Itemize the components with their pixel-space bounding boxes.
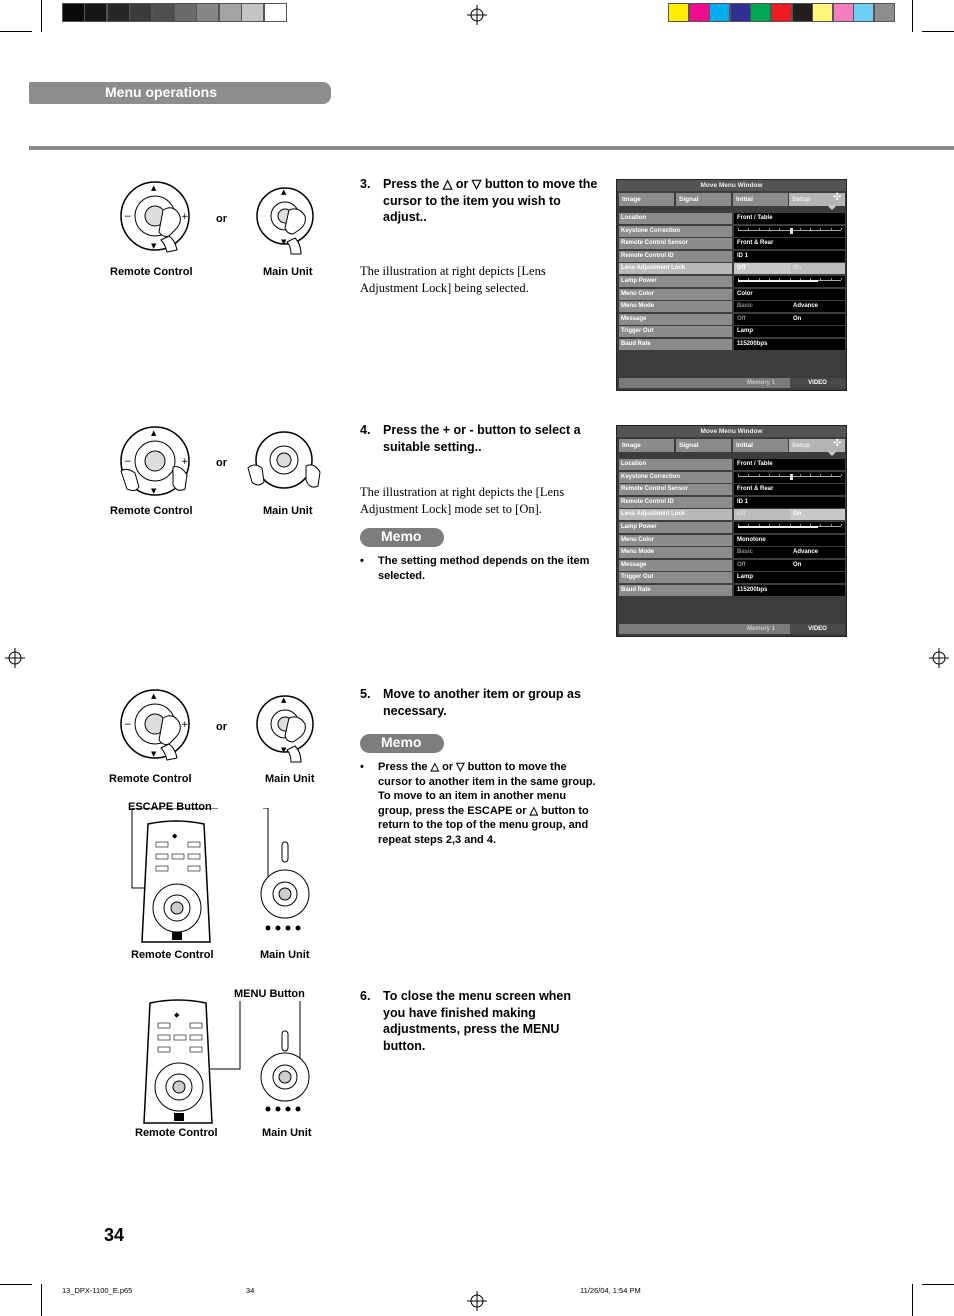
slider-knob	[790, 474, 793, 480]
svg-text:◆: ◆	[174, 1011, 180, 1019]
slider-tick	[820, 228, 821, 230]
option-left: Off	[734, 263, 790, 274]
slider-tick	[779, 228, 780, 230]
caption-remote-control: Remote Control	[135, 1127, 218, 1139]
slider-tick	[841, 278, 842, 280]
menu-row-label: Remote Control ID	[619, 251, 732, 262]
menu-row	[619, 585, 845, 596]
step-number: 4.	[360, 423, 371, 437]
remote-control-dial-illustration	[117, 180, 197, 258]
svg-text:◆: ◆	[172, 832, 178, 840]
menu-row-label: Menu Color	[619, 535, 732, 546]
step-heading: Press the + or - button to select a suitable setting..	[383, 423, 581, 454]
gray-swatch	[241, 3, 264, 22]
option-left: Basic	[737, 549, 754, 556]
option-right: On	[790, 509, 845, 520]
menu-button-illustration	[130, 995, 330, 1127]
menu-row	[619, 472, 845, 483]
slider-tick	[820, 524, 821, 526]
option-left: Off	[734, 509, 790, 520]
svg-text:▲: ▲	[151, 692, 157, 700]
color-swatch	[853, 3, 874, 22]
step-heading: Press the △ or ▽ button to move the cursor to the item you wish to adjust..	[383, 177, 598, 224]
caption-remote-control: Remote Control	[110, 505, 193, 517]
menu-row-label: Trigger Out	[619, 572, 732, 583]
menu-row-label: Lamp Power	[619, 276, 732, 287]
color-swatch	[689, 3, 710, 22]
menu-tab: Image	[619, 193, 674, 206]
memo-badge	[360, 734, 444, 753]
menu-row-label: Baud Rate	[619, 339, 732, 350]
menu-row	[619, 314, 845, 325]
main-unit-dial-illustration	[244, 428, 328, 496]
or-text: or	[216, 213, 227, 225]
menu-row	[619, 522, 845, 533]
menu-row-slider	[734, 522, 845, 533]
svg-text:−: −	[124, 720, 132, 730]
menu-row-value: 115200bps	[734, 339, 845, 350]
menu-row	[619, 547, 845, 558]
gray-swatch	[152, 3, 175, 22]
menu-row-label: Lens Adjustment Lock	[619, 509, 732, 520]
menu-button-callout: MENU Button	[234, 988, 305, 1000]
menu-row-label: Location	[619, 213, 732, 224]
menu-row	[619, 326, 845, 337]
menu-row-value: Color	[734, 289, 845, 300]
slider-tick	[820, 278, 821, 280]
color-swatch	[750, 3, 771, 22]
menu-row-label: Message	[619, 314, 732, 325]
slider-tick	[810, 474, 811, 476]
slider-tick	[759, 228, 760, 230]
registration-mark-top	[467, 5, 487, 25]
menu-row-label: Trigger Out	[619, 326, 732, 337]
slider-fill	[738, 280, 818, 282]
color-swatch	[668, 3, 689, 22]
menu-row	[619, 263, 845, 274]
menu-window-title: Move Menu Window	[617, 426, 846, 437]
memo-text: The setting method depends on the item selected.	[378, 555, 590, 582]
step-heading: To close the menu screen when you have finished making adjustments, press the MENU button.	[383, 989, 572, 1053]
menu-row-value: Monotone	[734, 535, 845, 546]
menu-row-label: Lamp Power	[619, 522, 732, 533]
svg-text:▼: ▼	[151, 487, 157, 495]
escape-button-callout: ESCAPE Button	[128, 801, 212, 813]
menu-row	[619, 459, 845, 470]
menu-window-title: Move Menu Window	[617, 180, 846, 191]
menu-tab: Signal	[676, 193, 731, 206]
slider-tick	[748, 228, 749, 230]
menu-row	[619, 213, 845, 224]
slider-tick	[831, 474, 832, 476]
registration-mark-right	[929, 648, 949, 668]
memo-text: Press the △ or ▽ button to move the cursor to another item in the same group. To move to an item in another menu group, press the ESCAPE or △ button to return to the top of the menu group, and repeat steps 2,3 and 4.	[378, 761, 596, 846]
svg-text:+: +	[181, 720, 189, 730]
gray-swatch	[219, 3, 242, 22]
menu-row-options	[734, 547, 845, 558]
gray-swatch	[196, 3, 219, 22]
remote-control-dial-illustration	[117, 688, 197, 766]
menu-row-value: 115200bps	[734, 585, 845, 596]
slider-tick	[769, 474, 770, 476]
svg-text:−: −	[124, 212, 132, 222]
menu-row-value: Lamp	[734, 326, 845, 337]
slider-tick	[800, 228, 801, 230]
menu-row-value: Lamp	[734, 572, 845, 583]
input-source-label: VIDEO	[790, 624, 845, 634]
menu-row-value: ID 1	[734, 251, 845, 262]
menu-row	[619, 509, 845, 520]
memo-label: Memo	[381, 528, 422, 544]
option-left: Off	[737, 315, 746, 322]
caption-remote-control: Remote Control	[109, 773, 192, 785]
memory-label: Memory 1	[747, 380, 776, 386]
svg-text:▲: ▲	[281, 188, 287, 196]
menu-row-label: Location	[619, 459, 732, 470]
main-unit-dial-illustration	[253, 692, 319, 768]
slider-tick	[841, 228, 842, 230]
svg-text:▼: ▼	[151, 750, 157, 758]
step-number: 3.	[360, 177, 371, 191]
footer-page: 34	[246, 1286, 255, 1295]
step-body: The illustration at right depicts the [Lens Adjustment Lock] mode set to [On].	[360, 485, 565, 516]
menu-row	[619, 484, 845, 495]
svg-text:−: −	[124, 457, 132, 467]
color-swatch	[771, 3, 792, 22]
memo-badge	[360, 528, 444, 547]
menu-row-label: Menu Mode	[619, 547, 732, 558]
slider-tick	[820, 474, 821, 476]
slider-tick	[779, 474, 780, 476]
option-right: Advance	[793, 549, 819, 556]
slider-tick	[831, 278, 832, 280]
menu-row-label: Keystone Correction	[619, 472, 732, 483]
slider-tick	[748, 474, 749, 476]
bullet-dot: •	[360, 761, 364, 773]
menu-row	[619, 535, 845, 546]
menu-tab: Initial	[733, 439, 788, 452]
slider-fill	[738, 526, 818, 528]
svg-text:▼: ▼	[281, 746, 287, 754]
option-right: On	[790, 263, 845, 274]
caption-remote-control: Remote Control	[110, 266, 193, 278]
caption-main-unit: Main Unit	[265, 773, 315, 785]
menu-row-value: ID 1	[734, 497, 845, 508]
or-text: or	[216, 721, 227, 733]
menu-tab: Signal	[676, 439, 731, 452]
menu-row-options	[734, 509, 845, 520]
slider-tick	[769, 228, 770, 230]
step-number: 6.	[360, 989, 371, 1003]
main-unit-dial-illustration	[253, 184, 319, 260]
menu-row-options	[734, 314, 845, 325]
gray-swatch	[174, 3, 197, 22]
color-swatch	[812, 3, 833, 22]
menu-row	[619, 497, 845, 508]
menu-row	[619, 276, 845, 287]
slider-tick	[800, 474, 801, 476]
menu-row-label: Baud Rate	[619, 585, 732, 596]
menu-row-slider	[734, 472, 845, 483]
menu-tab: Image	[619, 439, 674, 452]
slider-tick	[831, 228, 832, 230]
option-left: Basic	[737, 303, 754, 310]
page-number: 34	[104, 1225, 125, 1245]
menu-tab: Setup	[789, 193, 845, 206]
color-swatch	[792, 3, 813, 22]
menu-window-footer	[619, 378, 845, 388]
svg-text:▼: ▼	[281, 238, 287, 246]
svg-text:▲: ▲	[151, 184, 157, 192]
section-rule	[29, 146, 954, 150]
caption-main-unit: Main Unit	[262, 1127, 312, 1139]
menu-row-slider	[734, 276, 845, 287]
menu-row	[619, 572, 845, 583]
escape-button-illustration	[128, 808, 328, 946]
menu-row-label: Menu Mode	[619, 301, 732, 312]
menu-row-options	[734, 263, 845, 274]
step-heading: Move to another item or group as necessary.	[383, 687, 581, 718]
menu-row-value: Front / Table	[734, 213, 845, 224]
footer-date: 11/26/04, 1:54 PM	[580, 1286, 641, 1295]
remote-control-dial-illustration	[117, 425, 197, 503]
caption-main-unit: Main Unit	[263, 505, 313, 517]
menu-row-label: Remote Control ID	[619, 497, 732, 508]
caption-main-unit: Main Unit	[263, 266, 313, 278]
move-cursor-icon: ✣	[833, 192, 842, 203]
menu-row-options	[734, 560, 845, 571]
svg-text:▲: ▲	[281, 696, 287, 704]
option-right: Advance	[793, 303, 819, 310]
slider-tick	[841, 474, 842, 476]
registration-mark-left	[5, 648, 25, 668]
menu-row	[619, 251, 845, 262]
slider-tick	[841, 524, 842, 526]
slider-tick	[738, 228, 739, 230]
color-swatch	[709, 3, 730, 22]
menu-row	[619, 238, 845, 249]
setup-tab-pointer-icon	[828, 206, 836, 210]
section-title: Menu operations	[105, 84, 218, 100]
memory-label: Memory 1	[747, 626, 776, 632]
menu-row	[619, 301, 845, 312]
gray-swatch	[62, 3, 85, 22]
registration-mark-bottom	[467, 1291, 487, 1311]
step-body: The illustration at right depicts [Lens Adjustment Lock] being selected.	[360, 264, 546, 295]
svg-text:▼: ▼	[151, 242, 157, 250]
slider-tick	[810, 228, 811, 230]
menu-row-label: Remote Control Sensor	[619, 238, 732, 249]
option-right: On	[793, 561, 802, 568]
menu-window-lens-lock-selected	[616, 179, 847, 391]
gray-swatch	[129, 3, 152, 22]
menu-row-options	[734, 301, 845, 312]
menu-window-footer	[619, 624, 845, 634]
menu-window-lens-lock-on	[616, 425, 847, 637]
section-banner	[29, 82, 331, 104]
menu-row	[619, 226, 845, 237]
menu-row-value: Front / Table	[734, 459, 845, 470]
option-left: Off	[737, 561, 746, 568]
menu-row-label: Message	[619, 560, 732, 571]
step-number: 5.	[360, 687, 371, 701]
menu-tab: Setup	[789, 439, 845, 452]
or-text: or	[216, 457, 227, 469]
slider-tick	[759, 474, 760, 476]
slider-tick	[738, 474, 739, 476]
color-swatch	[833, 3, 854, 22]
gray-swatch	[264, 3, 287, 22]
gray-swatch	[107, 3, 130, 22]
menu-row-slider	[734, 226, 845, 237]
footer-file: 13_DPX-1100_E.p65	[62, 1286, 133, 1295]
menu-row	[619, 560, 845, 571]
menu-row-label: Lens Adjustment Lock	[619, 263, 732, 274]
gray-swatch	[84, 3, 107, 22]
menu-row-value: Front & Rear	[734, 484, 845, 495]
caption-remote-control: Remote Control	[131, 949, 214, 961]
bullet-dot: •	[360, 555, 364, 567]
svg-text:+: +	[181, 457, 189, 467]
menu-row-label: Menu Color	[619, 289, 732, 300]
menu-tab: Initial	[733, 193, 788, 206]
option-right: On	[793, 315, 802, 322]
slider-knob	[790, 228, 793, 234]
menu-row-label: Remote Control Sensor	[619, 484, 732, 495]
menu-row	[619, 289, 845, 300]
slider-tick	[831, 524, 832, 526]
caption-main-unit: Main Unit	[260, 949, 310, 961]
menu-row	[619, 339, 845, 350]
color-swatch	[874, 3, 895, 22]
menu-row-value: Front & Rear	[734, 238, 845, 249]
color-swatch	[730, 3, 751, 22]
move-cursor-icon: ✣	[833, 438, 842, 449]
menu-row-label: Keystone Correction	[619, 226, 732, 237]
svg-text:▲: ▲	[151, 429, 157, 437]
setup-tab-pointer-icon	[828, 452, 836, 456]
input-source-label: VIDEO	[790, 378, 845, 388]
svg-text:+: +	[181, 212, 189, 222]
memo-label: Memo	[381, 734, 422, 750]
